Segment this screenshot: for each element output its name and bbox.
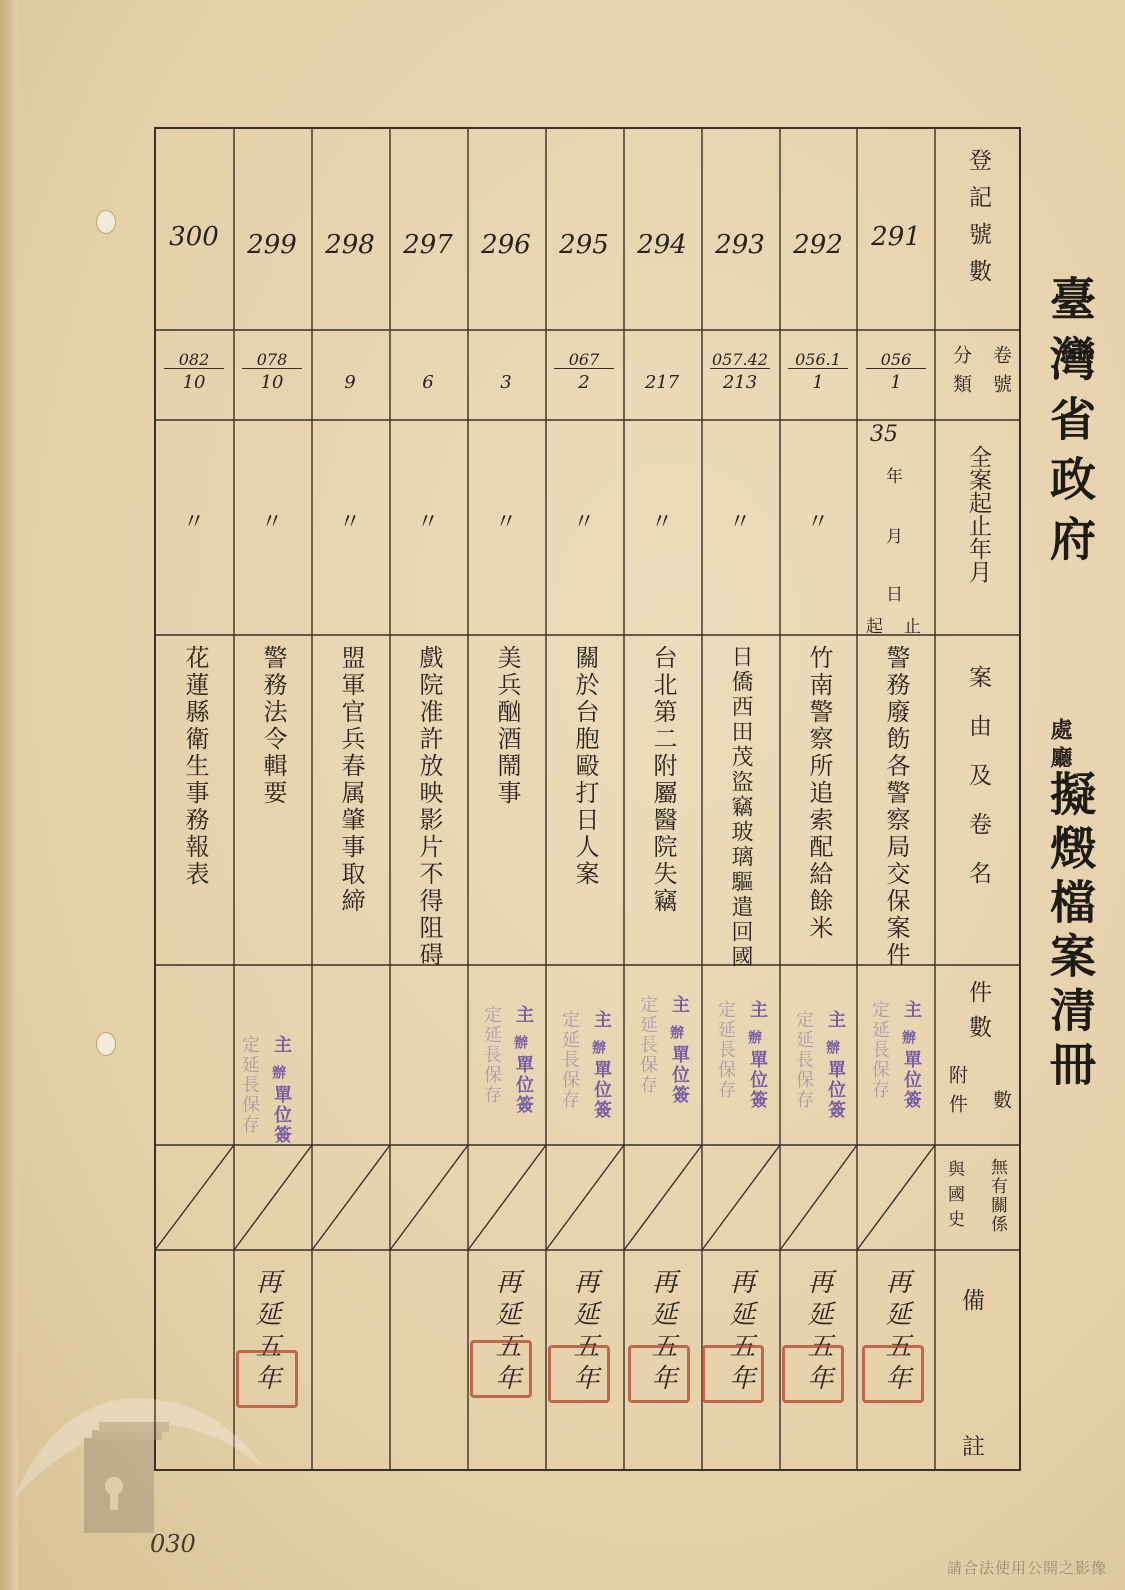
stamp-294-d: 定延長保存 <box>637 995 658 1095</box>
stamp-293-b: 辦 <box>746 1030 762 1046</box>
ditto-297: 〃 <box>416 510 439 535</box>
class-bottom-293: 213 <box>722 372 758 393</box>
case-title-291: 警務廢飭各警察局交保案件 <box>882 645 910 969</box>
list-title: 擬燬檔案清冊 <box>1043 770 1097 1094</box>
reg-no-292: 292 <box>793 230 843 260</box>
red-seal <box>628 1345 690 1403</box>
stamp-299-a: 主 <box>271 1035 292 1055</box>
stamp-295-b: 辦 <box>590 1040 606 1056</box>
remark-299: 再延五年 <box>251 1268 281 1396</box>
header-history-a: 無有關係 <box>987 1158 1007 1234</box>
class-bottom-300: 10 <box>182 372 206 393</box>
reg-no-295: 295 <box>559 230 609 260</box>
ditto-295: 〃 <box>572 510 595 535</box>
ditto-292: 〃 <box>806 510 829 535</box>
date-year: 年 <box>886 467 903 487</box>
date-month: 月 <box>886 527 903 547</box>
class-bottom-299: 10 <box>260 372 284 393</box>
remark-291: 再延五年 <box>881 1268 911 1396</box>
reg-no-300: 300 <box>169 222 219 252</box>
case-title-293: 日僑西田茂盜竊玻璃驅遣回國 <box>728 645 753 970</box>
red-seal <box>782 1345 844 1403</box>
stamp-294-b: 辦 <box>668 1025 684 1041</box>
date-start: 起 <box>866 617 883 637</box>
header-remarks-a: 備 <box>962 1288 987 1314</box>
class-bottom-291: 1 <box>890 372 902 393</box>
ditto-296: 〃 <box>494 510 517 535</box>
ditto-300: 〃 <box>182 510 205 535</box>
header-history-b: 與國史 <box>944 1160 964 1235</box>
reg-no-293: 293 <box>715 230 765 260</box>
office-label: 處廳 <box>1047 718 1073 774</box>
date-day: 日 <box>886 585 903 605</box>
date-end: 止 <box>904 617 921 637</box>
remark-292: 再延五年 <box>803 1268 833 1396</box>
class-top-300: 082 <box>164 352 224 369</box>
stamp-299-d: 定延長保存 <box>239 1035 260 1135</box>
ditto-299: 〃 <box>260 510 283 535</box>
red-seal <box>548 1345 610 1403</box>
stamp-293-d: 定延長保存 <box>715 1000 736 1100</box>
remark-296: 再延五年 <box>491 1268 521 1396</box>
case-title-292: 竹南警察所追索配給餘米 <box>805 645 833 942</box>
remark-295: 再延五年 <box>569 1268 599 1396</box>
stamp-294-c: 單位簽 <box>669 1045 690 1105</box>
stamp-299-c: 單位簽 <box>271 1085 292 1145</box>
stamp-292-a: 主 <box>825 1010 846 1030</box>
ditto-294: 〃 <box>650 510 673 535</box>
case-title-294: 台北第二附屬醫院失竊 <box>649 645 677 915</box>
case-title-298: 盟軍官兵春属肇事取締 <box>337 645 365 915</box>
class-bottom-298: 9 <box>344 372 356 393</box>
case-title-300: 花蓮縣衛生事務報表 <box>181 645 209 888</box>
stamp-293-c: 單位簽 <box>747 1050 768 1110</box>
class-top-295: 067 <box>554 352 614 369</box>
header-attachments-a: 附件 <box>946 1065 968 1123</box>
red-seal <box>702 1345 764 1403</box>
stamp-294-a: 主 <box>669 995 690 1015</box>
stamp-291-c: 單位簽 <box>901 1050 922 1110</box>
header-reg-no: 登記號數 <box>965 148 991 296</box>
stamp-293-a: 主 <box>747 1000 768 1020</box>
usage-watermark: 請合法使用公開之影像 <box>946 1559 1107 1577</box>
case-title-297: 戲院准許放映影片不得阻碍 <box>415 645 443 969</box>
stamp-292-b: 辦 <box>824 1040 840 1056</box>
stamp-295-c: 單位簽 <box>591 1060 612 1120</box>
remark-294: 再延五年 <box>647 1268 677 1396</box>
case-title-295: 關於台胞毆打日人案 <box>571 645 599 888</box>
header-attachments-b: 數 <box>990 1090 1012 1110</box>
stamp-296-c: 單位簽 <box>513 1055 534 1115</box>
stamp-296-a: 主 <box>513 1005 534 1025</box>
reg-no-297: 297 <box>403 230 453 260</box>
header-class-bottom: 分類 <box>950 345 972 403</box>
header-class-top: 卷號 <box>990 345 1012 403</box>
reg-no-296: 296 <box>481 230 531 260</box>
stamp-292-c: 單位簽 <box>825 1060 846 1120</box>
remark-293: 再延五年 <box>725 1268 755 1396</box>
header-case-title: 案由及卷名 <box>965 665 991 910</box>
class-bottom-294: 217 <box>644 372 680 393</box>
stamp-295-d: 定延長保存 <box>559 1010 580 1110</box>
stamp-296-d: 定延長保存 <box>481 1005 502 1105</box>
class-top-291: 056 <box>866 352 926 369</box>
date-year-number: 35 <box>870 422 898 447</box>
header-count: 件數 <box>965 980 991 1050</box>
government-title: 臺灣省政府 <box>1043 275 1097 575</box>
page-number: 030 <box>150 1530 196 1558</box>
stamp-291-a: 主 <box>901 1000 922 1020</box>
class-bottom-297: 6 <box>422 372 434 393</box>
red-seal <box>470 1340 532 1398</box>
class-top-292: 056.1 <box>788 352 848 369</box>
case-title-299: 警務法令輯要 <box>259 645 287 807</box>
stamp-291-b: 辦 <box>900 1030 916 1046</box>
stamp-292-d: 定延長保存 <box>793 1010 814 1110</box>
reg-no-299: 299 <box>247 230 297 260</box>
stamp-299-b: 辦 <box>270 1065 286 1081</box>
ditto-293: 〃 <box>728 510 751 535</box>
class-bottom-295: 2 <box>578 372 590 393</box>
red-seal <box>862 1345 924 1403</box>
class-bottom-296: 3 <box>500 372 512 393</box>
stamp-291-d: 定延長保存 <box>869 1000 890 1100</box>
class-top-299: 078 <box>242 352 302 369</box>
class-top-293: 057.42 <box>710 352 770 369</box>
case-title-296: 美兵酗酒鬧事 <box>493 645 521 807</box>
reg-no-298: 298 <box>325 230 375 260</box>
reg-no-294: 294 <box>637 230 687 260</box>
reg-no-291: 291 <box>871 222 921 252</box>
ditto-298: 〃 <box>338 510 361 535</box>
header-remarks-b: 註 <box>962 1434 987 1460</box>
stamp-295-a: 主 <box>591 1010 612 1030</box>
header-period: 全案起止年月 <box>965 445 991 583</box>
class-bottom-292: 1 <box>812 372 824 393</box>
stamp-296-b: 辦 <box>512 1035 528 1051</box>
archive-logo-watermark <box>14 1378 264 1538</box>
